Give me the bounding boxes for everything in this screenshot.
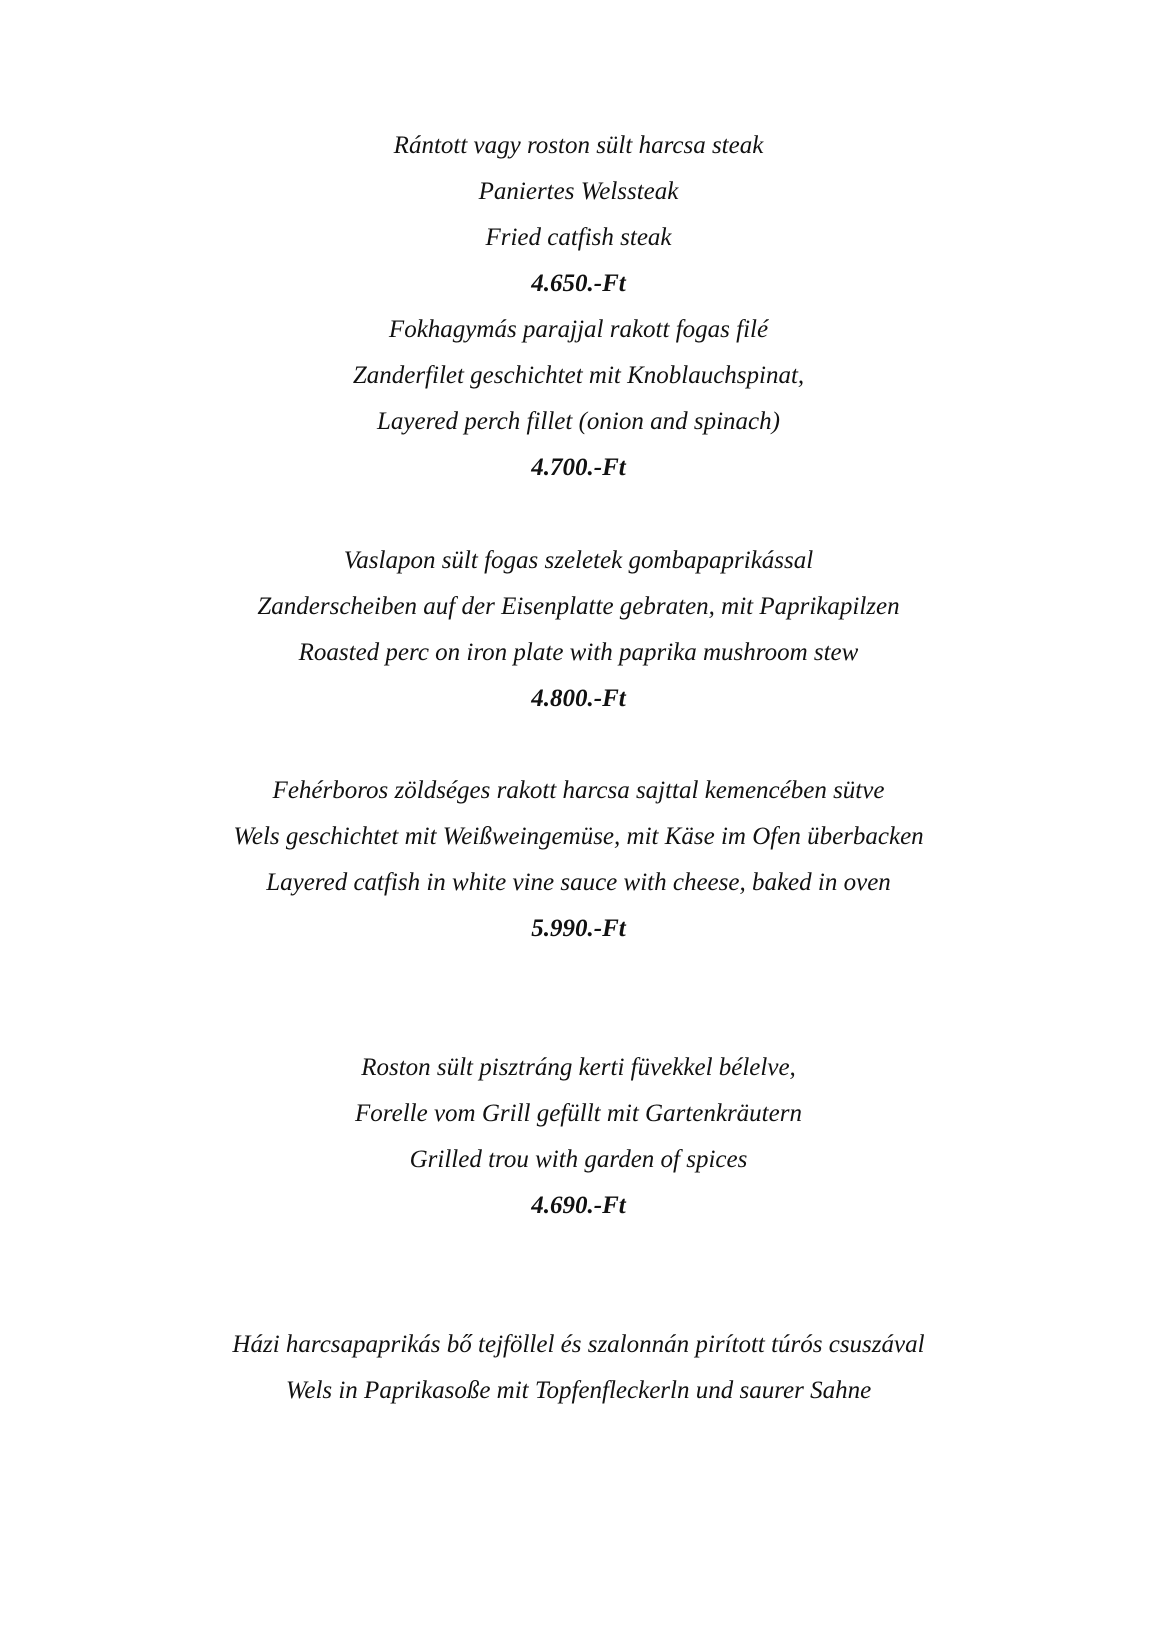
dish-name-en: Layered perch fillet (onion and spinach) — [377, 408, 780, 435]
dish-name-hu: Házi harcsapaprikás bő tejföllel és szalonnán pirított túrós csuszával — [232, 1331, 925, 1358]
dish-name-de: Wels in Paprikasoße mit Topfenfleckerln und saurer Sahne — [285, 1377, 872, 1404]
dish-name-hu: Fehérboros zöldséges rakott harcsa sajttal kemencében sütve — [272, 777, 885, 804]
dish-name-hu: Roston sült pisztráng kerti füvekkel bélelve, — [361, 1054, 796, 1081]
dish-name-hu: Fokhagymás parajjal rakott fogas filé — [388, 316, 769, 343]
dish-name-de: Forelle vom Grill gefüllt mit Gartenkräutern — [355, 1100, 802, 1127]
dish-name-de: Zanderfilet geschichtet mit Knoblauchspinat, — [352, 362, 805, 389]
dish-name-en: Roasted perc on iron plate with paprika mushroom stew — [298, 639, 859, 666]
dish-name-de: Paniertes Welssteak — [478, 178, 679, 205]
dish-name-en: Fried catfish steak — [485, 224, 672, 251]
dish-name-de: Zanderscheiben auf der Eisenplatte gebraten, mit Paprikapilzen — [257, 593, 900, 620]
dish-price: 4.650.-Ft — [531, 270, 626, 297]
dish-name-en: Grilled trou with garden of spices — [409, 1146, 748, 1173]
dish-name-en: Layered catfish in white vine sauce with cheese, baked in oven — [266, 869, 891, 896]
dish-name-hu: Vaslapon sült fogas szeletek gombapaprikással — [343, 547, 814, 574]
dish-price: 5.990.-Ft — [531, 915, 626, 942]
dish-name-de: Wels geschichtet mit Weißweingemüse, mit Käse im Ofen überbacken — [233, 823, 924, 850]
dish-price: 4.700.-Ft — [531, 454, 626, 481]
dish-name-hu: Rántott vagy roston sült harcsa steak — [393, 132, 764, 159]
dish-price: 4.800.-Ft — [531, 685, 626, 712]
dish-price: 4.690.-Ft — [531, 1192, 626, 1219]
